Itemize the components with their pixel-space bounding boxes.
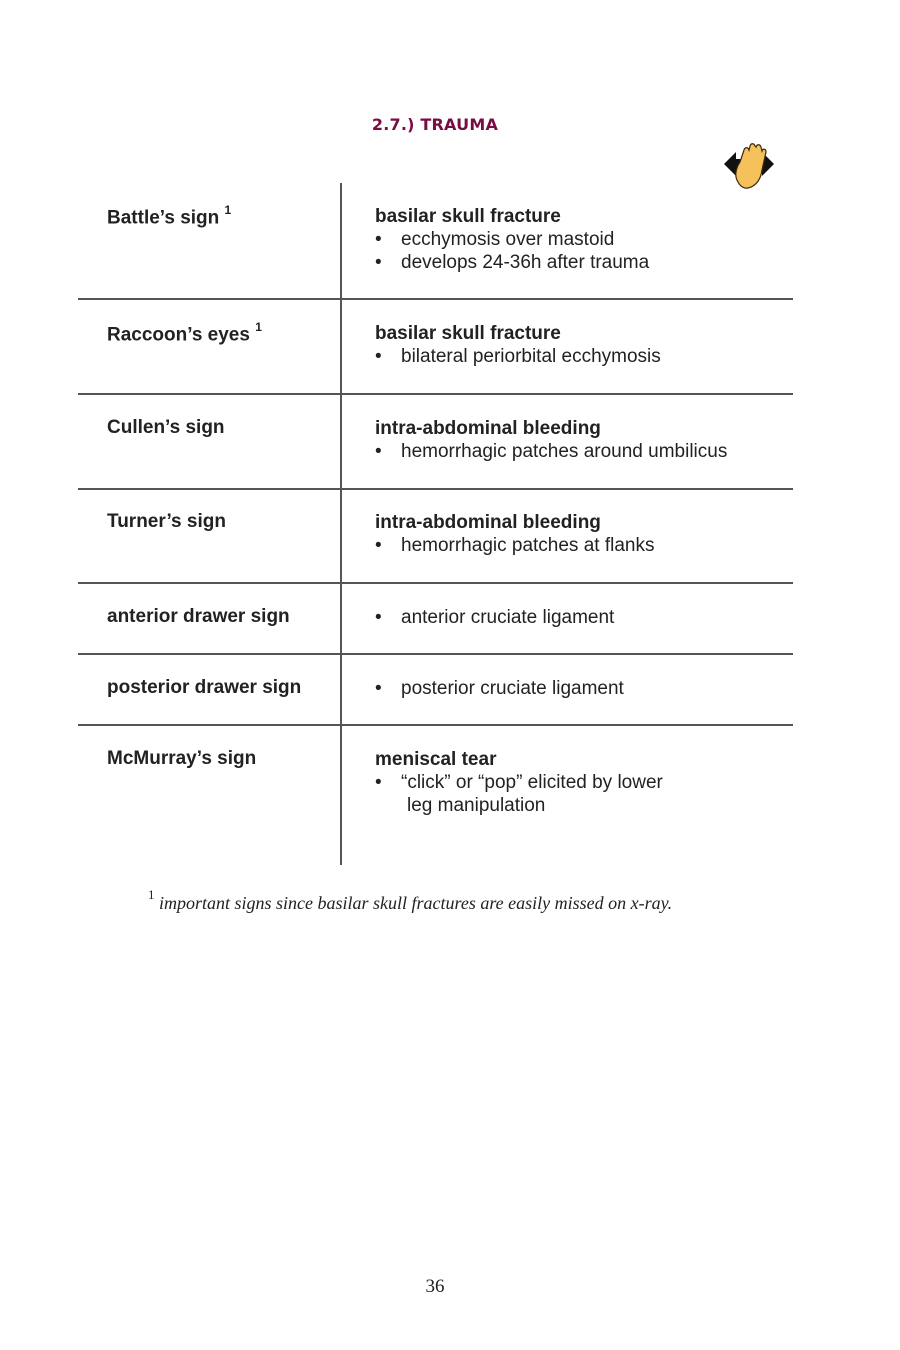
bullet-item: • “click” or “pop” elicited by lower leg manipulation [375, 771, 663, 817]
bullet-item: • posterior cruciate ligament [375, 677, 624, 700]
sign-description [375, 205, 649, 274]
section-title: 2.7.) TRAUMA [371, 115, 499, 134]
sign-name: anterior drawer sign [107, 606, 290, 627]
diagnosis: intra-abdominal bleeding [375, 512, 601, 533]
sign-description [375, 748, 663, 817]
sign-name: Turner’s sign [107, 511, 226, 532]
row-divider [78, 298, 793, 300]
row-divider [78, 653, 793, 655]
bullet-item: • hemorrhagic patches around umbilicus [375, 440, 727, 463]
bullet-item: • bilateral periorbital ecchymosis [375, 345, 661, 368]
sign-description [375, 511, 654, 557]
hand-with-arrows-icon [722, 142, 776, 190]
footnote-text: important signs since basilar skull fractures are easily missed on x-ray. [159, 893, 673, 913]
column-divider [340, 183, 342, 865]
footnote [148, 887, 673, 914]
bullet-item: • hemorrhagic patches at flanks [375, 534, 654, 557]
diagnosis: basilar skull fracture [375, 206, 561, 227]
sign-name: Raccoon’s eyes $^1$ [107, 320, 262, 346]
row-divider [78, 724, 793, 726]
diagnosis: intra-abdominal bleeding [375, 418, 601, 439]
sign-description [375, 417, 727, 463]
sign-name: posterior drawer sign [107, 677, 302, 698]
diagnosis: meniscal tear [375, 749, 497, 770]
bullet-item: • anterior cruciate ligament [375, 606, 614, 629]
row-divider [78, 582, 793, 584]
bullet-item: • develops 24-36h after trauma [375, 251, 649, 274]
bullet-item: • ecchymosis over mastoid [375, 228, 649, 251]
page-number: 36 [425, 1276, 445, 1297]
sign-name: Battle’s sign $^1$ [107, 203, 232, 229]
bullet-continuation: leg manipulation [407, 795, 546, 816]
sign-description [375, 606, 614, 629]
sign-name: Cullen’s sign [107, 417, 225, 438]
row-divider [78, 393, 793, 395]
sign-name: McMurray’s sign [107, 748, 257, 769]
row-divider [78, 488, 793, 490]
sign-description [375, 322, 661, 368]
footnote-marker: 1 [148, 887, 155, 902]
diagnosis: basilar skull fracture [375, 323, 561, 344]
sign-description [375, 677, 624, 700]
